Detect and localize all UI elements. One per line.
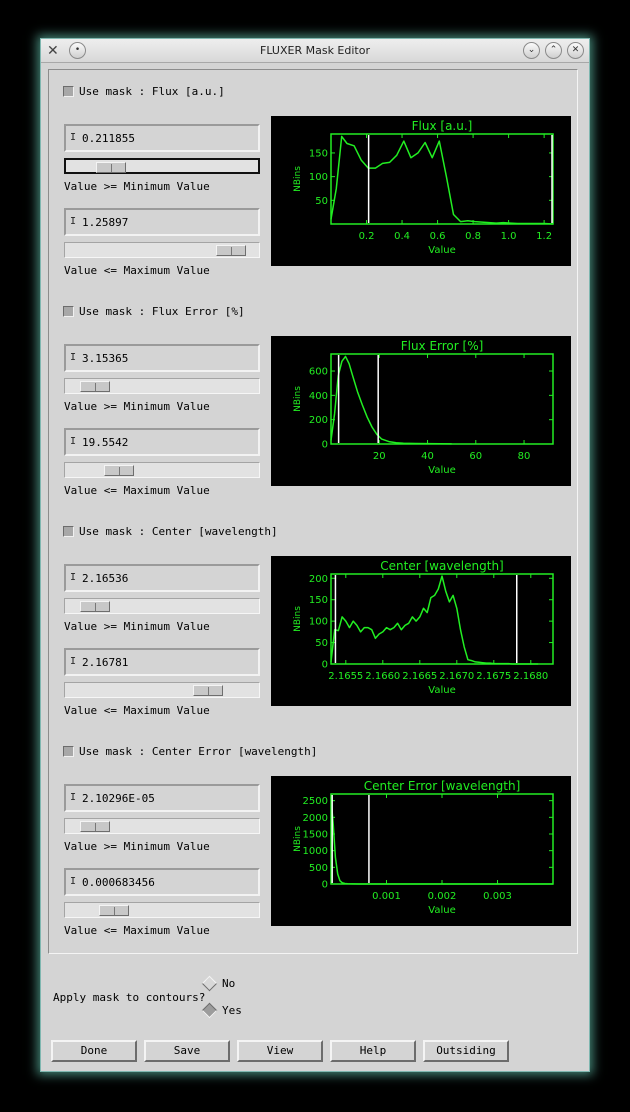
max-slider-thumb[interactable] bbox=[99, 905, 129, 916]
min-value-field[interactable] bbox=[64, 344, 260, 372]
histogram-svg bbox=[271, 336, 571, 486]
y-axis-label: NBins bbox=[293, 826, 303, 852]
max-slider-label: Value <= Maximum Value bbox=[64, 704, 210, 717]
tools-icon[interactable]: ✕ bbox=[47, 43, 59, 59]
y-tick-label: 50 bbox=[315, 638, 328, 650]
histogram-plot bbox=[271, 776, 571, 926]
y-tick-label: 100 bbox=[308, 616, 328, 628]
plot-title: Center [wavelength] bbox=[380, 559, 504, 573]
plot-title: Center Error [wavelength] bbox=[363, 779, 521, 793]
y-tick-label: 600 bbox=[308, 366, 328, 378]
min-slider-label: Value >= Minimum Value bbox=[64, 400, 210, 413]
max-value-field[interactable] bbox=[64, 648, 260, 676]
x-tick-label: 40 bbox=[421, 451, 434, 462]
x-tick-label: 2.1675 bbox=[476, 671, 512, 682]
min-slider-label: Value >= Minimum Value bbox=[64, 180, 210, 193]
radio-no-indicator[interactable] bbox=[202, 976, 218, 992]
y-tick-label: 200 bbox=[308, 573, 328, 585]
minimize-icon[interactable]: ⌄ bbox=[523, 42, 540, 59]
y-tick-label: 500 bbox=[308, 862, 328, 874]
y-tick-label: 0 bbox=[321, 659, 328, 671]
use-mask-label: Use mask : Center [wavelength] bbox=[79, 524, 278, 538]
window-title: FLUXER Mask Editor bbox=[260, 44, 370, 57]
min-slider-label: Value >= Minimum Value bbox=[64, 620, 210, 633]
x-tick-label: 20 bbox=[372, 451, 386, 462]
max-value-text[interactable]: 1.25897 bbox=[82, 216, 129, 229]
text-cursor-icon: I bbox=[70, 216, 77, 227]
use-mask-label: Use mask : Center Error [wavelength] bbox=[79, 744, 318, 758]
max-value-text[interactable]: 0.000683456 bbox=[82, 876, 155, 889]
y-tick-label: 0 bbox=[321, 879, 328, 891]
x-tick-label: 0.003 bbox=[483, 891, 512, 902]
x-tick-label: 1.2 bbox=[536, 231, 553, 242]
min-slider-thumb[interactable] bbox=[96, 162, 126, 173]
y-tick-label: 150 bbox=[308, 595, 328, 607]
x-tick-label: 0.002 bbox=[427, 891, 457, 902]
y-axis-label: NBins bbox=[293, 606, 303, 632]
min-value-slider[interactable] bbox=[64, 378, 260, 394]
y-tick-label: 200 bbox=[308, 415, 328, 427]
x-tick-label: 60 bbox=[469, 451, 483, 462]
y-tick-label: 100 bbox=[308, 172, 328, 184]
plot-title: Flux Error [%] bbox=[400, 339, 484, 353]
use-mask-checkbox-box[interactable] bbox=[63, 86, 74, 97]
histogram-svg bbox=[271, 556, 571, 706]
text-cursor-icon: I bbox=[70, 656, 77, 667]
x-tick-label: 0.8 bbox=[465, 231, 482, 242]
max-value-field[interactable] bbox=[64, 428, 260, 456]
min-slider-label: Value >= Minimum Value bbox=[64, 840, 210, 853]
x-tick-label: 0.6 bbox=[429, 231, 446, 242]
histogram-plot bbox=[271, 336, 571, 486]
min-value-slider[interactable] bbox=[64, 158, 260, 174]
done-button[interactable]: Done bbox=[51, 1040, 137, 1062]
x-tick-label: 0.001 bbox=[372, 891, 401, 902]
max-value-field[interactable] bbox=[64, 208, 260, 236]
min-value-field[interactable] bbox=[64, 124, 260, 152]
title-bar[interactable] bbox=[41, 39, 589, 63]
histogram-svg bbox=[271, 776, 571, 926]
max-value-slider[interactable] bbox=[64, 462, 260, 478]
text-cursor-icon: I bbox=[70, 436, 77, 447]
mask-section bbox=[41, 304, 591, 524]
use-mask-checkbox[interactable] bbox=[63, 304, 245, 318]
max-value-text[interactable]: 19.5542 bbox=[82, 436, 129, 449]
plot-axes-box bbox=[331, 794, 553, 884]
histogram-plot bbox=[271, 116, 571, 266]
max-value-field[interactable] bbox=[64, 868, 260, 896]
x-axis-label: Value bbox=[428, 685, 456, 696]
use-mask-checkbox-box[interactable] bbox=[63, 306, 74, 317]
x-tick-label: 2.1655 bbox=[328, 671, 364, 682]
plot-title: Flux [a.u.] bbox=[411, 119, 473, 133]
maximize-icon[interactable]: ⌃ bbox=[545, 42, 562, 59]
max-slider-label: Value <= Maximum Value bbox=[64, 924, 210, 937]
use-mask-label: Use mask : Flux Error [%] bbox=[79, 304, 245, 318]
plot-axes-box bbox=[331, 134, 553, 224]
y-tick-label: 2500 bbox=[302, 796, 328, 808]
text-cursor-icon: I bbox=[70, 572, 77, 583]
mask-section bbox=[41, 744, 591, 964]
min-value-slider[interactable] bbox=[64, 598, 260, 614]
x-tick-label: 2.1670 bbox=[439, 671, 475, 682]
close-icon[interactable]: ✕ bbox=[567, 42, 584, 59]
min-value-text[interactable]: 2.16536 bbox=[82, 572, 129, 585]
x-tick-label: 2.1665 bbox=[402, 671, 438, 682]
max-value-slider[interactable] bbox=[64, 682, 260, 698]
radio-no[interactable] bbox=[204, 977, 235, 990]
y-tick-label: 1000 bbox=[302, 846, 328, 858]
use-mask-checkbox[interactable] bbox=[63, 84, 225, 98]
histogram-series-line bbox=[331, 356, 452, 444]
text-cursor-icon: I bbox=[70, 352, 77, 363]
histogram-plot bbox=[271, 556, 571, 706]
y-axis-label: NBins bbox=[293, 166, 303, 192]
histogram-series-line bbox=[331, 136, 553, 224]
min-value-text[interactable]: 3.15365 bbox=[82, 352, 129, 365]
radio-no-label: No bbox=[222, 977, 236, 990]
plot-axes-box bbox=[331, 354, 553, 444]
max-value-slider[interactable] bbox=[64, 902, 260, 918]
text-cursor-icon: I bbox=[70, 876, 77, 887]
y-tick-label: 1500 bbox=[302, 829, 328, 841]
plot-axes-box bbox=[331, 574, 553, 664]
x-axis-label: Value bbox=[428, 465, 456, 476]
mask-section bbox=[41, 84, 591, 304]
x-tick-label: 2.1680 bbox=[513, 671, 549, 682]
x-tick-label: 2.1660 bbox=[365, 671, 401, 682]
max-value-slider[interactable] bbox=[64, 242, 260, 258]
outsiding-button[interactable]: Outsiding bbox=[423, 1040, 509, 1062]
use-mask-label: Use mask : Flux [a.u.] bbox=[79, 84, 225, 98]
y-tick-label: 400 bbox=[308, 390, 328, 402]
mask-editor-window bbox=[40, 38, 590, 1072]
radio-yes-indicator[interactable] bbox=[202, 1003, 218, 1019]
use-mask-checkbox-box[interactable] bbox=[63, 526, 74, 537]
apply-mask-label: Apply mask to contours? bbox=[53, 991, 206, 1004]
histogram-series-line bbox=[331, 797, 553, 884]
histogram-series-line bbox=[331, 576, 538, 664]
x-tick-label: 0.4 bbox=[394, 231, 410, 242]
use-mask-checkbox[interactable] bbox=[63, 524, 278, 538]
save-button[interactable]: Save bbox=[144, 1040, 230, 1062]
menu-icon[interactable]: • bbox=[69, 42, 86, 59]
max-value-text[interactable]: 2.16781 bbox=[82, 656, 129, 669]
max-slider-label: Value <= Maximum Value bbox=[64, 484, 210, 497]
min-value-text[interactable]: 2.10296E-05 bbox=[82, 792, 155, 805]
max-slider-label: Value <= Maximum Value bbox=[64, 264, 210, 277]
x-tick-label: 0.2 bbox=[358, 231, 375, 242]
min-slider-thumb[interactable] bbox=[80, 601, 110, 612]
text-cursor-icon: I bbox=[70, 792, 77, 803]
x-tick-label: 80 bbox=[517, 451, 531, 462]
radio-yes[interactable] bbox=[204, 1004, 242, 1017]
y-tick-label: 50 bbox=[315, 195, 328, 207]
min-slider-thumb[interactable] bbox=[80, 821, 110, 832]
y-tick-label: 0 bbox=[321, 439, 328, 451]
use-mask-checkbox[interactable] bbox=[63, 744, 317, 758]
x-tick-label: 1.0 bbox=[500, 231, 517, 242]
min-value-field[interactable] bbox=[64, 784, 260, 812]
max-slider-thumb[interactable] bbox=[193, 685, 223, 696]
max-slider-thumb[interactable] bbox=[216, 245, 246, 256]
y-tick-label: 2000 bbox=[302, 812, 328, 824]
min-value-text[interactable]: 0.211855 bbox=[82, 132, 135, 145]
min-slider-thumb[interactable] bbox=[80, 381, 110, 392]
use-mask-checkbox-box[interactable] bbox=[63, 746, 74, 757]
view-button[interactable]: View bbox=[237, 1040, 323, 1062]
histogram-svg bbox=[271, 116, 571, 266]
max-slider-thumb[interactable] bbox=[104, 465, 134, 476]
radio-yes-label: Yes bbox=[222, 1004, 242, 1017]
text-cursor-icon: I bbox=[70, 132, 77, 143]
min-value-slider[interactable] bbox=[64, 818, 260, 834]
x-axis-label: Value bbox=[428, 905, 456, 916]
min-value-field[interactable] bbox=[64, 564, 260, 592]
y-tick-label: 150 bbox=[308, 148, 328, 160]
y-axis-label: NBins bbox=[293, 386, 303, 412]
help-button[interactable]: Help bbox=[330, 1040, 416, 1062]
x-axis-label: Value bbox=[428, 245, 456, 256]
mask-section bbox=[41, 524, 591, 744]
